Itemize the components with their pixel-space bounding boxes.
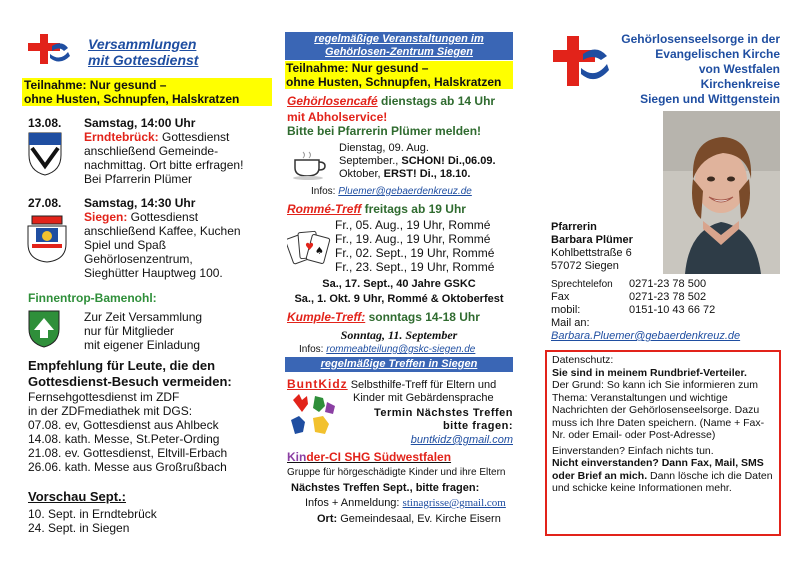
event-line: nachmittag. Ort bitte erfragen! — [84, 158, 244, 172]
kinderci-heading — [287, 450, 451, 464]
cafe-email-link[interactable]: Pluemer@gebaerdenkreuz.de — [338, 186, 472, 197]
romme-when: freitags ab 19 Uhr — [361, 202, 466, 216]
pastor-address — [551, 221, 633, 273]
banner-line-1: regelmäßige Veranstaltungen im — [314, 33, 484, 45]
erndtebrueck-crest-icon — [28, 132, 62, 176]
contact-row — [551, 304, 781, 317]
cafe-info — [311, 186, 472, 198]
romme-date: Fr., 19. Aug., 19 Uhr, Rommé — [335, 232, 491, 246]
romme-special: Sa., 17. Sept., 40 Jahre GSKC — [322, 278, 476, 290]
event-place: Siegen: — [84, 210, 128, 224]
privacy-end: Dann lösche ich die Daten und schicke keine Informationen mehr. — [552, 469, 773, 494]
kinderci-next: Nächstes Treffen Sept., bitte fragen: — [291, 482, 480, 494]
info-label: Infos: — [311, 186, 339, 197]
banner-line-2: Gehörlosen-Zentrum Siegen — [325, 46, 473, 58]
privacy-text: Der Grund: So kann ich Sie informieren zum Thema: Veranstaltungen und wichtige Nachrichten der Gehörlosenseelsorge. Dazu muss ich Ihre Daten speichern. (Name + Fax-Nr. oder Email- oder Post-Adresse) — [552, 379, 765, 441]
finnentrop-line: mit eigener Einladung — [84, 338, 201, 352]
privacy-agree: Einverstanden? Einfach nichts tun. — [552, 444, 714, 457]
kinderci-title-a: Kin — [287, 450, 307, 464]
services-heading-line-1: Versammlungen — [88, 36, 197, 52]
cafe-date-note: ERST! Di., 18.10. — [380, 168, 471, 180]
contact-row — [551, 291, 781, 304]
mail-label: Mail an: — [551, 317, 590, 329]
events-center-banner — [285, 32, 513, 60]
cafe-pickup: mit Abholservice! — [287, 110, 388, 124]
org-title — [615, 32, 780, 107]
cafe-when: dienstags ab 14 Uhr — [377, 94, 496, 108]
siegen-meetings-banner — [285, 357, 513, 372]
romme-special: Sa., 1. Okt. 9 Uhr, Rommé & Oktoberfest — [294, 293, 504, 305]
romme-title: Rommé-Treff — [287, 202, 362, 216]
health-notice-line-1: Teilnahme: Nur gesund – — [286, 61, 429, 75]
svg-text:♥: ♥ — [305, 242, 314, 253]
health-notice-line-1: Teilnahme: Nur gesund – — [24, 78, 167, 92]
cafe-date: Oktober, — [339, 168, 381, 180]
contact-list — [551, 278, 781, 343]
info-label: Infos: — [299, 344, 327, 355]
buntkidz-next-line: bitte fragen: — [442, 420, 513, 432]
org-line: von Westfalen — [698, 62, 780, 76]
event-1-text — [84, 130, 274, 186]
health-notice-2 — [285, 61, 513, 89]
kumple-heading — [287, 310, 480, 324]
buntkidz-email-link[interactable]: buntkidz@gmail.com — [410, 434, 513, 446]
finnentrop-text — [84, 310, 202, 352]
preview-line: 10. Sept. in Erndtebrück — [28, 507, 157, 521]
buntkidz-desc: Kinder mit Gebärdensprache — [353, 392, 494, 404]
finnentrop-heading: Finnentrop-Bamenohl: — [28, 291, 157, 305]
event-line: Sieghütter Hauptweg 100. — [84, 266, 223, 280]
org-line: Siegen und Wittgenstein — [640, 92, 780, 106]
health-notice-line-2: ohne Husten, Schnupfen, Halskratzen — [286, 75, 502, 89]
romme-date: Fr., 02. Sept., 19 Uhr, Rommé — [335, 246, 495, 260]
event-date: 27.08. — [28, 196, 62, 210]
cafe-title: Gehörlosencafé — [287, 94, 378, 108]
banner-text: regelmäßige Treffen in Siegen — [320, 358, 478, 370]
kumple-title: Kumple-Treff: — [287, 310, 366, 324]
event-line: Gottesdienst — [127, 210, 199, 224]
org-line: Gehörlosenseelsorge in der — [621, 32, 780, 46]
pastor-street: Kohlbettstraße 6 — [551, 247, 632, 259]
services-heading — [88, 36, 198, 68]
pastor-role: Pfarrerin — [551, 221, 597, 233]
svg-text:♠: ♠ — [315, 246, 324, 257]
privacy-bold: Nicht einverstanden? Dann Fax, Mail, SMS oder Brief an mich. — [552, 457, 764, 482]
event-line: Gottesdienst — [158, 130, 230, 144]
tv-line: 07.08. ev, Gottesdienst aus Ahlbeck — [28, 418, 219, 432]
mail-link[interactable]: Barbara.Pluemer@gebaerdenkreuz.de — [551, 330, 741, 342]
kumple-info — [299, 344, 475, 356]
preview-list — [28, 507, 157, 535]
event-line: anschließend Kaffee, Kuchen — [84, 224, 241, 238]
romme-date: Fr., 05. Aug., 19 Uhr, Rommé — [335, 218, 491, 232]
romme-date: Fr., 23. Sept., 19 Uhr, Rommé — [335, 260, 495, 274]
tv-line: in der ZDFmediathek mit DGS: — [28, 404, 193, 418]
contact-value: 0271-23 78 502 — [629, 291, 707, 303]
finnentrop-line: nur für Mitglieder — [84, 324, 175, 338]
finnentrop-line: Zur Zeit Versammlung — [84, 310, 203, 324]
pastor-city: 57072 Siegen — [551, 260, 619, 272]
health-notice — [22, 78, 272, 106]
event-line: Gehörlosenzentrum, — [84, 252, 193, 266]
buntkidz-next-line: Termin Nächstes Treffen — [373, 407, 513, 419]
health-notice-line-2: ohne Husten, Schnupfen, Halskratzen — [24, 92, 240, 106]
contact-label: mobil: — [551, 304, 581, 316]
kumple-email-link[interactable]: rommeabteilung@gskc-siegen.de — [326, 344, 476, 355]
privacy-notice — [545, 350, 781, 536]
romme-specials — [285, 278, 513, 306]
gebaerdenkreuz-logo-icon — [551, 32, 611, 96]
event-line: Spiel und Spaß — [84, 238, 167, 252]
cafe-heading — [287, 94, 495, 108]
kinderci-desc: Gruppe für hörgeschädigte Kinder und ihre Eltern — [287, 467, 506, 478]
tv-line: Fernsehgottesdienst im ZDF — [28, 390, 180, 404]
siegen-crest-icon — [26, 214, 68, 264]
romme-heading — [287, 202, 466, 216]
cafe-date: September., — [339, 155, 399, 167]
gebaerdenkreuz-logo-icon — [26, 32, 72, 68]
tv-line: 21.08. ev. Gottesdienst, Eltvill-Erbach — [28, 446, 228, 460]
privacy-bold: Sie sind in meinem Rundbrief-Verteiler. — [552, 366, 747, 379]
column-services — [22, 0, 272, 566]
kinderci-email-link[interactable]: stinagrisse@gmail.com — [402, 497, 506, 509]
contact-row — [551, 278, 781, 291]
event-line: Bei Pfarrerin Plümer — [84, 172, 193, 186]
event-time: Samstag, 14:00 Uhr — [84, 116, 196, 130]
event-line: anschließend Gemeinde- — [84, 144, 219, 158]
buntkidz-title: BuntKidz — [287, 377, 348, 391]
info-label: Infos + Anmeldung: — [305, 497, 403, 509]
romme-dates — [335, 218, 494, 274]
kinderci-place — [317, 513, 501, 526]
org-line: Evangelischen Kirche — [655, 47, 780, 61]
tv-line: 26.06. kath. Messe aus Großrußbach — [28, 460, 227, 474]
pastor-portrait — [663, 111, 780, 274]
buntkidz-next — [345, 407, 513, 433]
services-heading-line-2: mit Gottesdienst — [88, 52, 199, 68]
org-line: Kirchenkreise — [700, 77, 780, 91]
contact-label: Sprechtelefon — [551, 279, 613, 290]
playing-cards-icon — [287, 226, 331, 272]
column-regular-events — [285, 0, 513, 566]
cafe-contact: Bitte bei Pfarrerin Plümer melden! — [287, 124, 482, 138]
preview-line: 24. Sept. in Siegen — [28, 521, 130, 535]
column-contact — [545, 0, 785, 566]
event-time: Samstag, 14:30 Uhr — [84, 196, 196, 210]
buntkidz-email-wrap — [345, 434, 513, 447]
finnentrop-crest-icon — [28, 310, 60, 348]
kinderci-info — [305, 497, 506, 510]
colorful-hands-icon — [287, 392, 339, 442]
coffee-cup-icon — [291, 150, 329, 180]
kumple-when: sonntags 14-18 Uhr — [365, 310, 480, 324]
recommend-line-1: Empfehlung für Leute, die den — [28, 358, 216, 373]
cafe-date-note: SCHON! Di.,06.09. — [398, 155, 496, 167]
event-place: Erndtebrück: — [84, 130, 159, 144]
kinderci-title-b: der-CI SHG Südwestfalen — [306, 450, 452, 464]
place-label: Ort: — [317, 513, 338, 525]
tv-services-list — [28, 390, 227, 474]
buntkidz-heading — [287, 378, 515, 392]
place-value: Gemeindesaal, Ev. Kirche Eisern — [337, 513, 501, 525]
pastor-name: Barbara Plümer — [551, 234, 633, 246]
preview-heading: Vorschau Sept.: — [28, 489, 127, 504]
kumple-date: Sonntag, 11. September — [340, 328, 458, 342]
contact-label: Fax — [551, 291, 570, 303]
tv-line: 14.08. kath. Messe, St.Peter-Ording — [28, 432, 220, 446]
buntkidz-desc: Selbsthilfe-Treff für Eltern und — [347, 379, 497, 391]
recommend-line-2: Gottesdienst-Besuch vermeiden: — [28, 374, 232, 389]
event-date: 13.08. — [28, 116, 62, 130]
contact-value: 0151-10 43 66 72 — [629, 304, 716, 316]
cafe-dates — [339, 142, 496, 181]
contact-value: 0271-23 78 500 — [629, 278, 707, 290]
recommend-heading — [28, 358, 232, 390]
event-2-text — [84, 210, 274, 280]
privacy-title: Datenschutz: — [552, 354, 614, 366]
cafe-date: Dienstag, 09. Aug. — [339, 142, 429, 154]
